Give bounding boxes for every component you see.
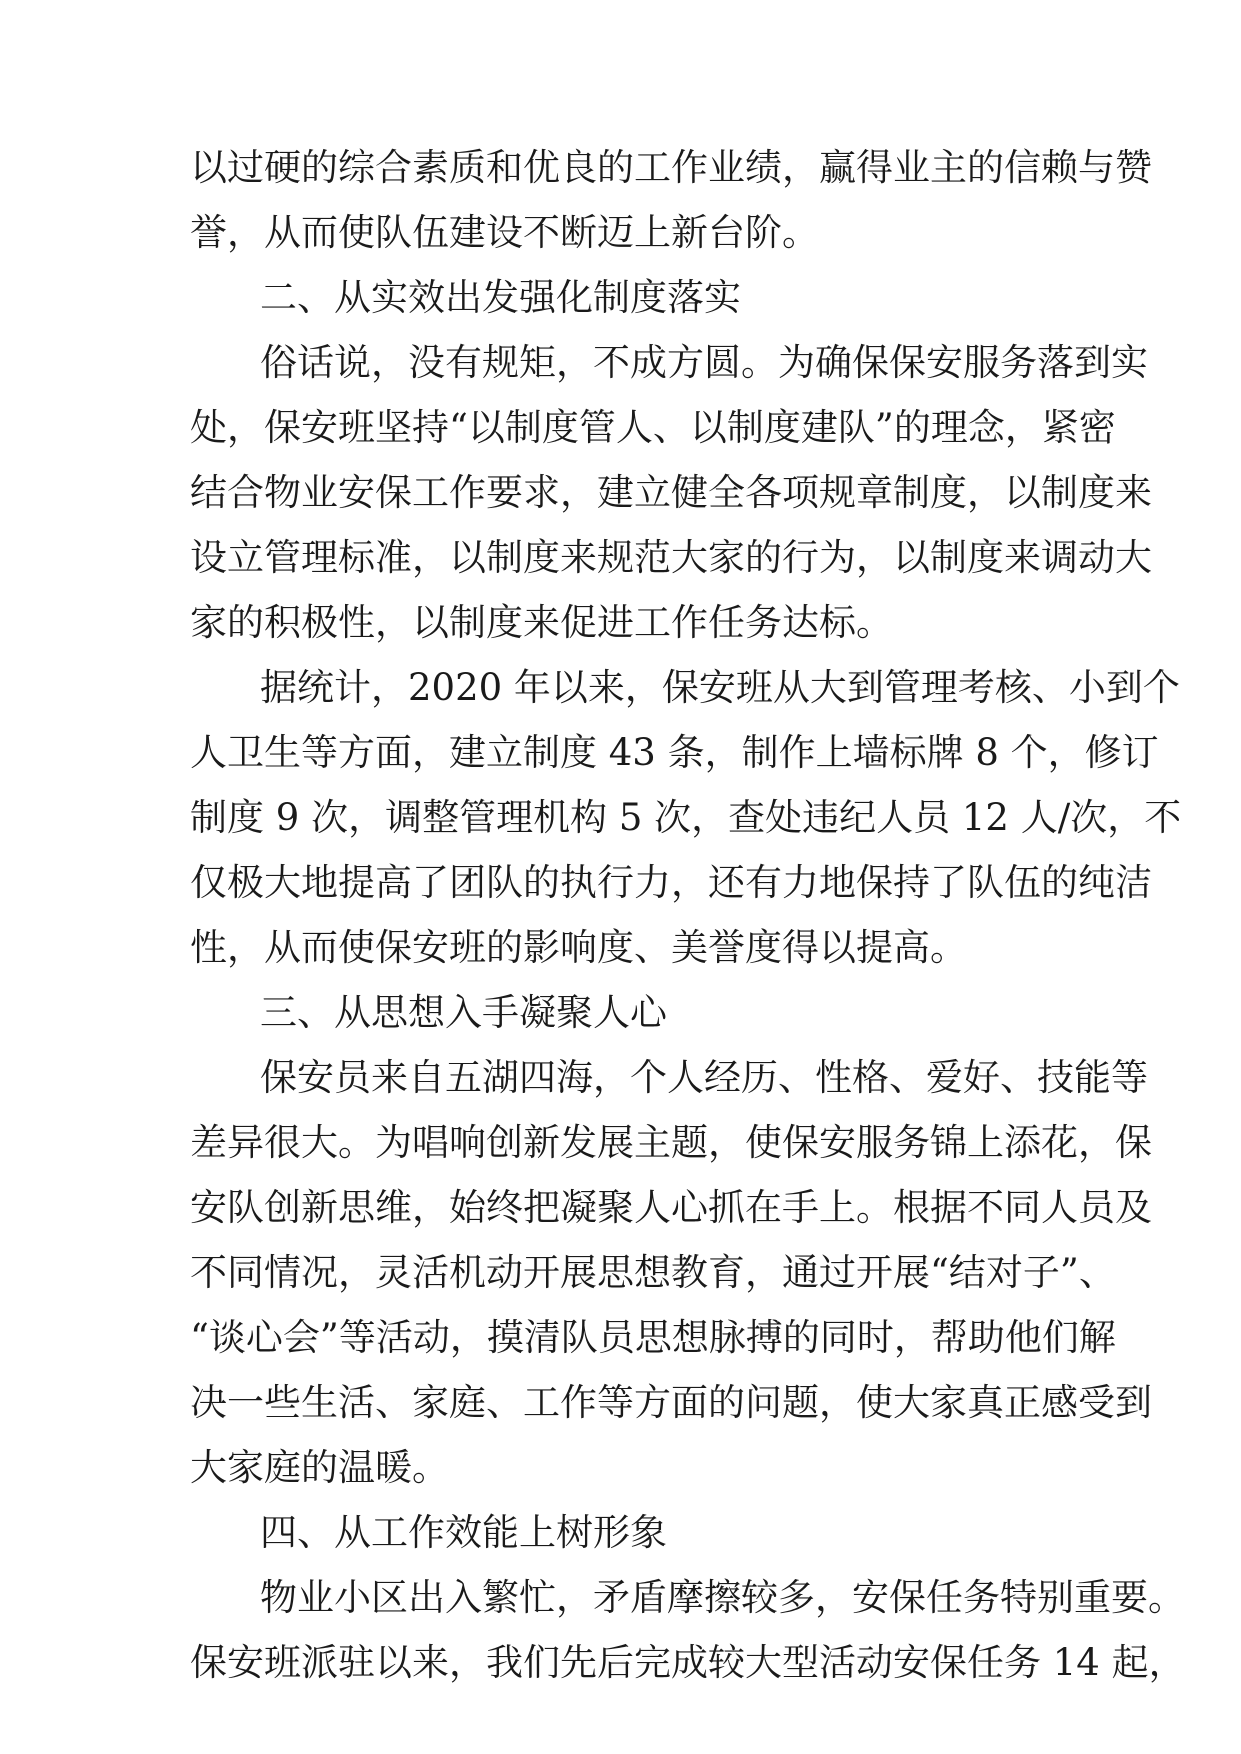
body-line: 差异很大。为唱响创新发展主题，使保安服务锦上添花，保 bbox=[190, 1121, 1152, 1164]
body-line: 以过硬的综合素质和优良的工作业绩，赢得业主的信赖与赞 bbox=[190, 146, 1152, 189]
body-line: “谈心会”等活动，摸清队员思想脉搏的同时，帮助他们解 bbox=[190, 1316, 1116, 1359]
body-line: 誉，从而使队伍建设不断迈上新台阶。 bbox=[190, 211, 819, 254]
body-line: 结合物业安保工作要求，建立健全各项规章制度，以制度来 bbox=[190, 471, 1152, 514]
section-heading: 三、从思想入手凝聚人心 bbox=[260, 991, 667, 1034]
body-line: 家的积极性，以制度来促进工作任务达标。 bbox=[190, 601, 893, 644]
section-heading: 四、从工作效能上树形象 bbox=[260, 1511, 667, 1554]
body-line: 保安班派驻以来，我们先后完成较大型活动安保任务 14 起， bbox=[190, 1641, 1186, 1684]
body-line: 据统计，2020 年以来，保安班从大到管理考核、小到个 bbox=[260, 666, 1180, 709]
body-line: 物业小区出入繁忙，矛盾摩擦较多，安保任务特别重要。 bbox=[260, 1576, 1185, 1619]
body-line: 不同情况，灵活机动开展思想教育，通过开展“结对子”、 bbox=[190, 1251, 1116, 1294]
body-line: 人卫生等方面，建立制度 43 条，制作上墙标牌 8 个，修订 bbox=[190, 731, 1159, 774]
body-line: 制度 9 次，调整管理机构 5 次，查处违纪人员 12 人/次，不 bbox=[190, 796, 1182, 839]
body-line: 决一些生活、家庭、工作等方面的问题，使大家真正感受到 bbox=[190, 1381, 1152, 1424]
body-line: 大家庭的温暖。 bbox=[190, 1446, 449, 1489]
body-line: 性，从而使保安班的影响度、美誉度得以提高。 bbox=[190, 926, 967, 969]
section-heading: 二、从实效出发强化制度落实 bbox=[260, 276, 741, 319]
body-line: 仅极大地提高了团队的执行力，还有力地保持了队伍的纯洁 bbox=[190, 861, 1152, 904]
body-line: 保安员来自五湖四海，个人经历、性格、爱好、技能等 bbox=[260, 1056, 1148, 1099]
body-line: 安队创新思维，始终把凝聚人心抓在手上。根据不同人员及 bbox=[190, 1186, 1152, 1229]
body-line: 俗话说，没有规矩，不成方圆。为确保保安服务落到实 bbox=[260, 341, 1148, 384]
body-line: 设立管理标准，以制度来规范大家的行为，以制度来调动大 bbox=[190, 536, 1152, 579]
body-line: 处，保安班坚持“以制度管人、以制度建队”的理念，紧密 bbox=[190, 406, 1116, 449]
